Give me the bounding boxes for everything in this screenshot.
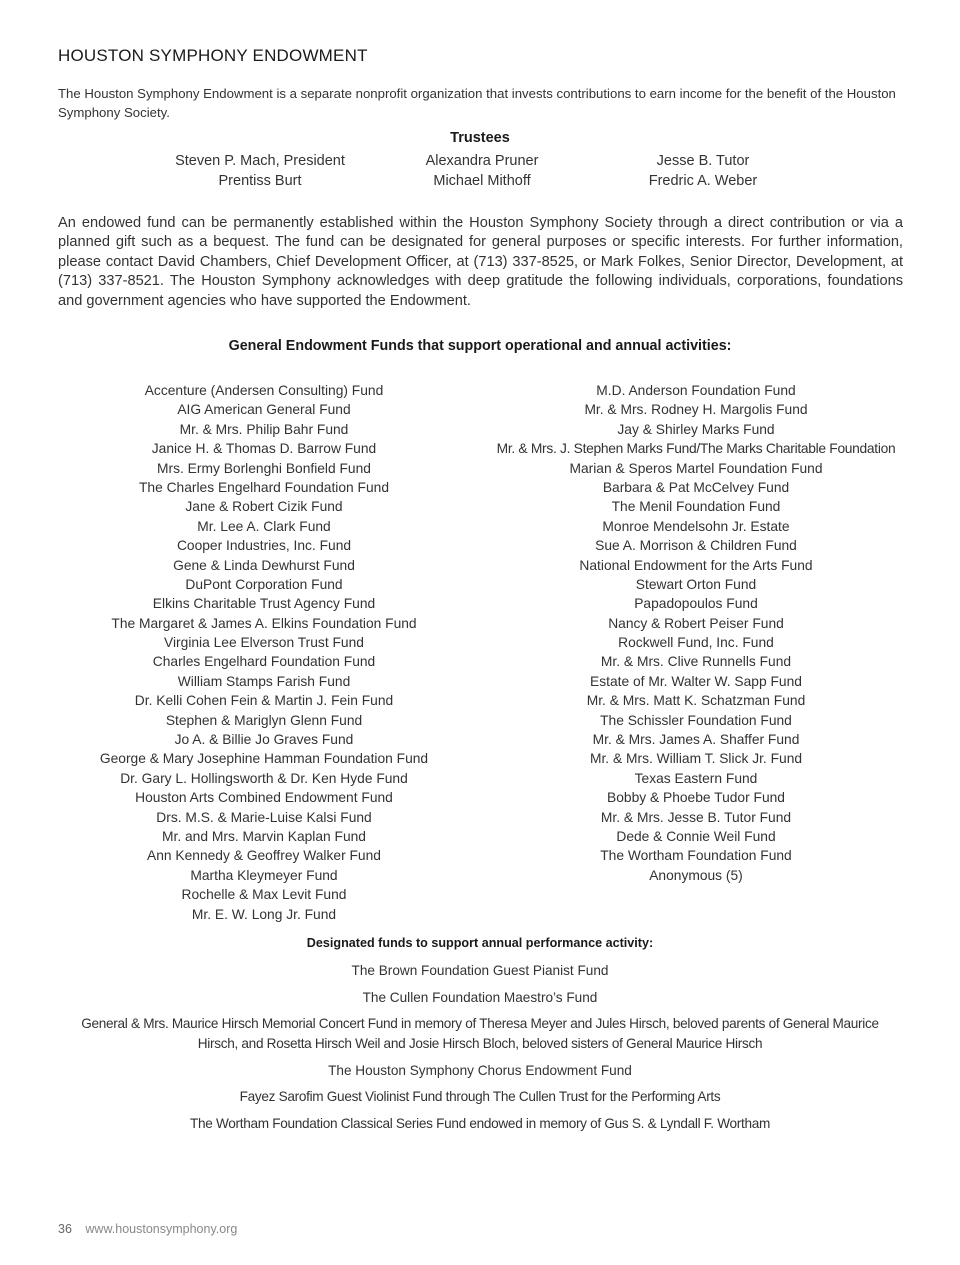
fund-item: Stephen & Mariglyn Glenn Fund — [165, 712, 363, 728]
fund-item: Jo A. & Billie Jo Graves Fund — [174, 732, 354, 748]
fund-item: Martha Kleymeyer Fund — [190, 867, 338, 883]
fund-item: M.D. Anderson Foundation Fund — [596, 383, 796, 398]
trustees-column-1 — [130, 151, 390, 191]
designated-fund-item: Fayez Sarofim Guest Violinist Fund through The Cullen Trust for the Performing Arts — [239, 1089, 721, 1105]
fund-item: Jay & Shirley Marks Fund — [617, 421, 775, 437]
general-funds-heading: General Endowment Funds that support operational and annual activities: — [228, 338, 732, 354]
fund-item: Mr. & Mrs. Matt K. Schatzman Fund — [586, 693, 806, 709]
fund-item: Stewart Orton Fund — [635, 576, 757, 592]
trustee-name: Alexandra Pruner — [425, 153, 539, 169]
fund-item: Charles Engelhard Foundation Fund — [152, 654, 376, 670]
fund-item: DuPont Corporation Fund — [185, 576, 343, 592]
trustee-name: Steven P. Mach, President — [175, 153, 345, 169]
fund-item: Mr. & Mrs. Clive Runnells Fund — [600, 654, 792, 670]
fund-item: Elkins Charitable Trust Agency Fund — [152, 596, 376, 612]
designated-fund-item: The Wortham Foundation Classical Series Fund endowed in memory of Gus S. & Lyndall F. Wortham — [189, 1115, 771, 1131]
trustees-heading: Trustees — [450, 130, 510, 146]
fund-item: William Stamps Farish Fund — [177, 673, 351, 689]
fund-item: Dr. Gary L. Hollingsworth & Dr. Ken Hyde Fund — [120, 770, 408, 786]
fund-item: Mr. & Mrs. William T. Slick Jr. Fund — [589, 751, 803, 767]
fund-item: Bobby & Phoebe Tudor Fund — [607, 790, 785, 806]
fund-item: Estate of Mr. Walter W. Sapp Fund — [590, 673, 802, 689]
fund-item: National Endowment for the Arts Fund — [579, 557, 813, 573]
fund-item: Mr. & Mrs. Rodney H. Margolis Fund — [584, 402, 808, 418]
fund-item: Dr. Kelli Cohen Fein & Martin J. Fein Fund — [134, 693, 394, 709]
fund-item: Drs. M.S. & Marie-Luise Kalsi Fund — [156, 809, 372, 825]
fund-item: Jane & Robert Cizik Fund — [185, 499, 343, 515]
general-funds-left-column — [84, 381, 444, 924]
trustee-name: Jesse B. Tutor — [656, 153, 750, 169]
fund-item: The Charles Engelhard Foundation Fund — [138, 479, 390, 495]
fund-item: Mr. & Mrs. Philip Bahr Fund — [179, 421, 349, 437]
fund-item: Mr. & Mrs. Jesse B. Tutor Fund — [600, 809, 792, 825]
trustee-name: Fredric A. Weber — [648, 173, 758, 189]
fund-item: Rockwell Fund, Inc. Fund — [618, 635, 774, 651]
page-footer — [58, 1222, 237, 1236]
fund-item: Mrs. Ermy Borlenghi Bonfield Fund — [157, 460, 371, 476]
fund-item: The Wortham Foundation Fund — [600, 848, 792, 864]
page-title: HOUSTON SYMPHONY ENDOWMENT — [58, 46, 368, 65]
fund-item: Gene & Linda Dewhurst Fund — [173, 557, 355, 573]
fund-item: Houston Arts Combined Endowment Fund — [135, 790, 393, 806]
fund-item: Ann Kennedy & Geoffrey Walker Fund — [147, 848, 381, 864]
fund-item: Anonymous (5) — [649, 867, 743, 883]
fund-item: Virginia Lee Elverson Trust Fund — [164, 635, 364, 651]
fund-item: The Margaret & James A. Elkins Foundation Fund — [111, 615, 417, 631]
fund-item: Marian & Speros Martel Foundation Fund — [569, 460, 823, 476]
website-url: www.houstonsymphony.org — [85, 1222, 238, 1236]
designated-fund-item: The Brown Foundation Guest Pianist Fund — [351, 963, 609, 978]
fund-item: Janice H. & Thomas D. Barrow Fund — [151, 441, 377, 457]
trustee-name: Prentiss Burt — [218, 173, 302, 189]
fund-item: Papadopoulos Fund — [634, 596, 758, 612]
fund-item: Cooper Industries, Inc. Fund — [176, 538, 352, 554]
fund-item: Texas Eastern Fund — [634, 770, 758, 786]
fund-item: AIG American General Fund — [177, 402, 351, 418]
fund-item: Mr. Lee A. Clark Fund — [197, 518, 331, 534]
fund-item: The Schissler Foundation Fund — [600, 712, 792, 728]
fund-item: Nancy & Robert Peiser Fund — [608, 615, 784, 631]
intro-text: The Houston Symphony Endowment is a separate nonprofit organization that invests contributions to earn income for the benefit of the Houston Symphony Society. — [58, 86, 896, 120]
designated-funds-heading: Designated funds to support annual performance activity: — [306, 936, 654, 950]
page-number: 36 — [58, 1222, 72, 1236]
fund-item: Sue A. Morrison & Children Fund — [595, 538, 797, 554]
trustees-column-3 — [573, 151, 833, 191]
fund-item: Accenture (Andersen Consulting) Fund — [144, 383, 384, 398]
fund-item: Monroe Mendelsohn Jr. Estate — [602, 518, 790, 534]
fund-item: Mr. and Mrs. Marvin Kaplan Fund — [162, 828, 366, 844]
designated-fund-item: The Cullen Foundation Maestro’s Fund — [362, 989, 598, 1005]
designated-fund-item: General & Mrs. Maurice Hirsch Memorial Concert Fund in memory of Theresa Meyer and Jules Hirsch, beloved parents of General Maurice Hirsch, and Rosetta Hirsch Weil and Josie Hirsch Bloch, beloved sisters of General Maurice Hirsch — [81, 1016, 879, 1051]
endowment-paragraph: An endowed fund can be permanently established within the Houston Symphony Society through a direct contribution or via a planned gift such as a bequest. The fund can be designated for general purposes or specific interests. For further information, please contact David Chambers, Chief Development Officer, at (713) 337-8525, or Mark Folkes, Senior Director, Development, at (713) 337-8521. The Houston Symphony acknowledges with deep gratitude the following individuals, corporations, foundations and government agencies who have supported the Endowment. — [58, 215, 903, 309]
fund-item: Mr. E. W. Long Jr. Fund — [191, 906, 337, 922]
fund-item: Mr. & Mrs. James A. Shaffer Fund — [592, 732, 800, 748]
designated-fund-item: The Houston Symphony Chorus Endowment Fund — [328, 1062, 632, 1078]
fund-item: Mr. & Mrs. J. Stephen Marks Fund/The Marks Charitable Foundation — [496, 441, 896, 457]
fund-item: Barbara & Pat McCelvey Fund — [602, 479, 790, 495]
trustee-name: Michael Mithoff — [433, 173, 531, 189]
fund-item: The Menil Foundation Fund — [611, 499, 781, 515]
fund-item: Dede & Connie Weil Fund — [616, 828, 776, 844]
fund-item: Rochelle & Max Levit Fund — [181, 887, 347, 903]
general-funds-right-column — [486, 381, 906, 885]
fund-item: George & Mary Josephine Hamman Foundation Fund — [99, 751, 429, 767]
designated-funds-list — [80, 961, 880, 1141]
